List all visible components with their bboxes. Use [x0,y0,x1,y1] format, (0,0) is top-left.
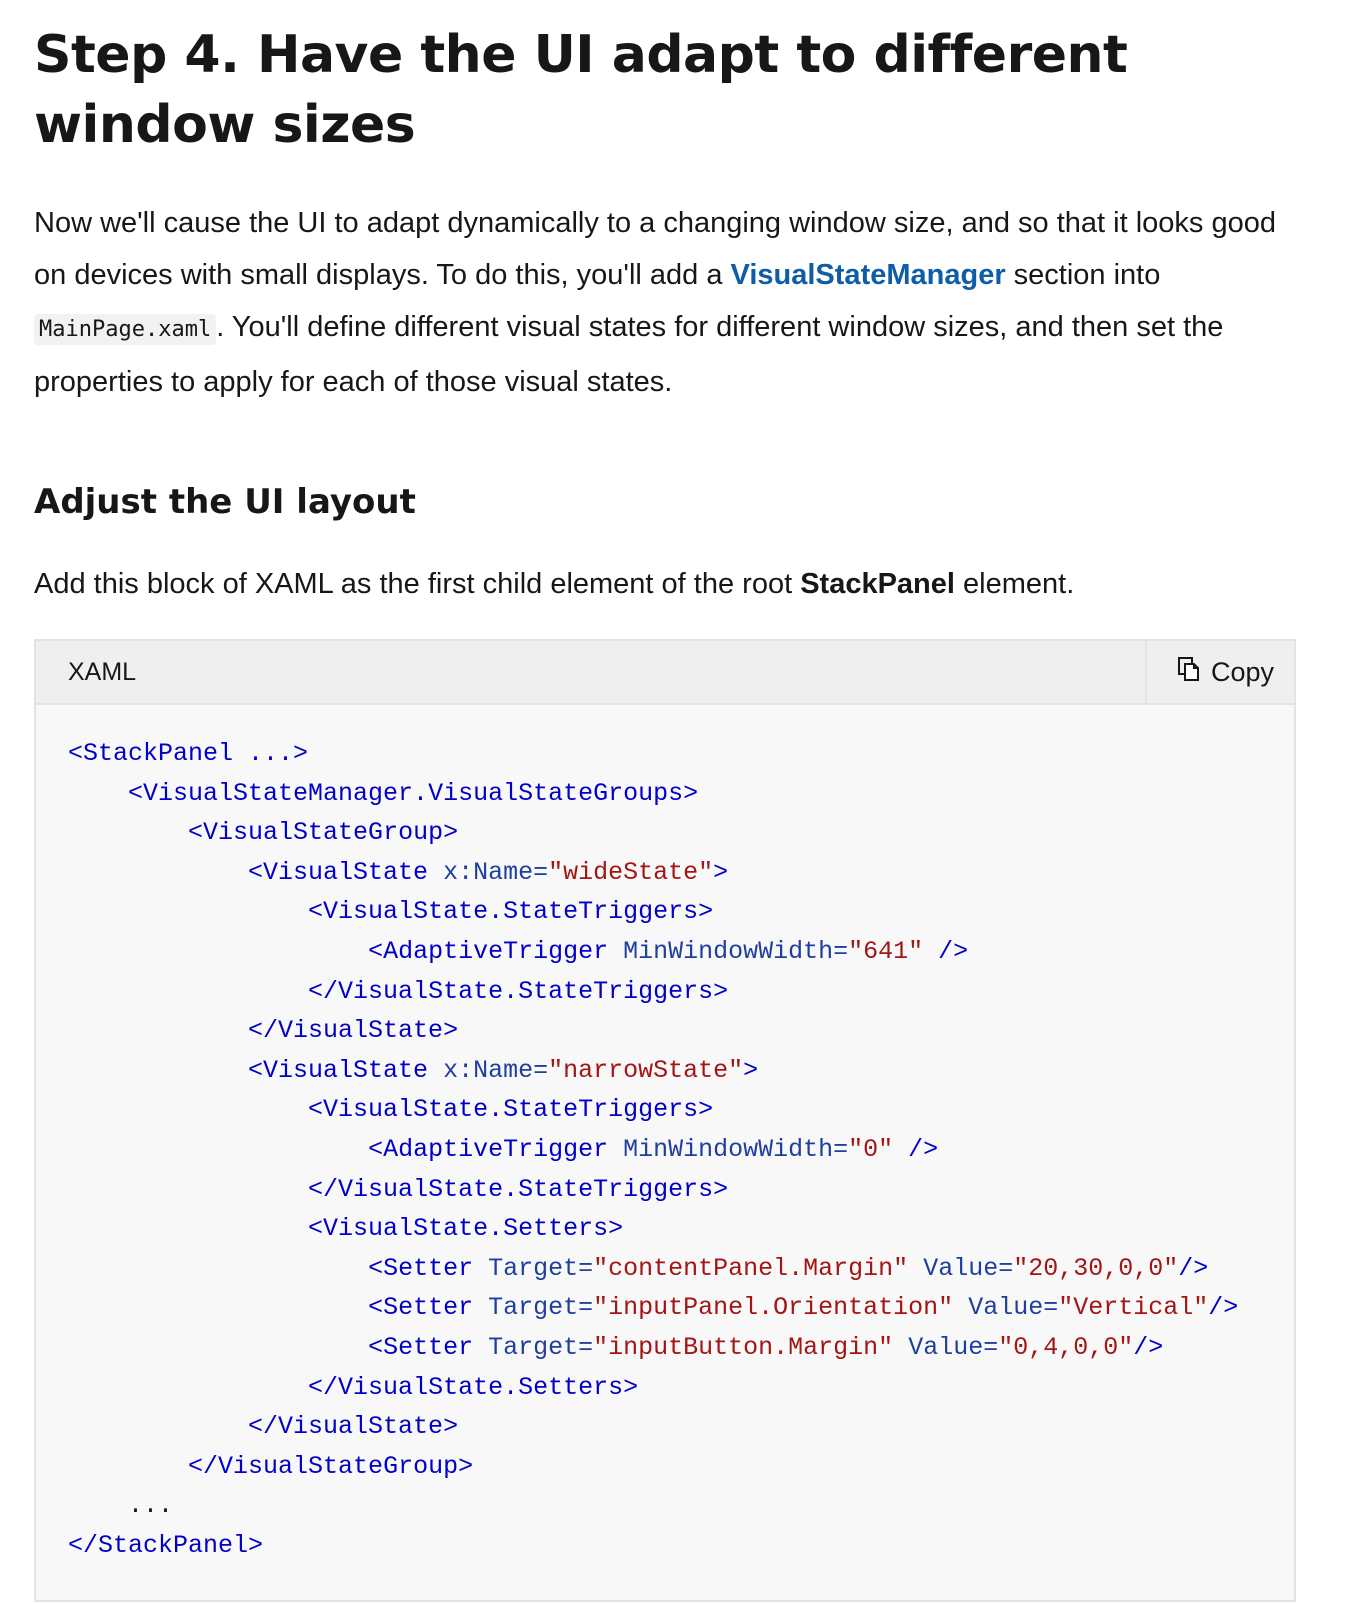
code-token: <VisualStateManager.VisualStateGroups> [128,778,699,808]
code-language-label: XAML [68,657,137,686]
code-token [68,937,368,966]
code-token [68,977,308,1006]
code-token: "641" [848,936,924,966]
code-token: <AdaptiveTrigger [368,1134,624,1164]
code-content [36,705,1294,1600]
code-token: Target= [488,1253,594,1283]
code-token [68,858,248,887]
code-token: > [743,1055,759,1085]
intro-text-3: . You'll define different visual states for different window sizes, and then set the properties to apply for each of those visual states. [34,311,1224,398]
code-token: "20,30,0,0" [1013,1253,1179,1283]
code-token [68,1135,368,1164]
code-token [68,1452,188,1481]
code-token: </VisualStateGroup> [188,1451,474,1481]
copy-button-label: Copy [1210,656,1274,687]
code-line [68,897,713,926]
code-token: Value= [953,1293,1059,1323]
code-token: <VisualState [248,1055,444,1085]
code-token: MinWindowWidth= [623,936,849,966]
code-line [68,818,458,847]
code-token: Target= [488,1332,594,1362]
code-token: </VisualState.Setters> [308,1372,639,1402]
code-token: <VisualState.StateTriggers> [308,1095,714,1125]
code-token [68,897,308,926]
code-token: ... [68,1491,174,1521]
code-token [68,1373,308,1402]
code-line [68,937,968,966]
code-token [68,779,128,808]
code-token: /> [1208,1293,1239,1323]
page-title: Step 4. Have the UI adapt to different window sizes [34,25,1128,155]
code-token: /> [1178,1253,1209,1283]
code-line [68,977,728,1006]
code-token: /> [1133,1332,1164,1362]
code-token: <VisualState.Setters> [308,1214,624,1244]
code-token: /> [923,936,969,966]
intro-paragraph [34,197,1316,408]
inline-code-filename: MainPage.xaml [34,314,216,345]
visualstatemanager-link[interactable]: VisualStateManager [730,259,1006,291]
code-line [68,1016,458,1045]
code-line [68,739,308,768]
code-token: "contentPanel.Margin" [593,1253,909,1283]
code-token [68,818,188,847]
code-line [68,1333,1163,1362]
code-token: <VisualState.StateTriggers> [308,897,714,927]
code-token: <VisualStateGroup> [188,818,459,848]
code-line [68,1095,713,1124]
copy-button[interactable] [1145,641,1294,703]
code-token [68,1056,248,1085]
code-line [68,1056,758,1085]
code-token: </StackPanel> [68,1530,264,1560]
code-token: </VisualState> [248,1412,459,1442]
code-line [68,1373,638,1402]
code-token: "inputButton.Margin" [593,1332,894,1362]
code-block [34,639,1296,1602]
code-lines [68,739,1238,1560]
code-token: x:Name= [443,857,549,887]
code-token: x:Name= [443,1055,549,1085]
code-token [68,1333,368,1362]
code-line [68,1254,1208,1283]
code-line [68,1412,458,1441]
code-token: <Setter [368,1253,489,1283]
code-token: <AdaptiveTrigger [368,936,624,966]
code-token: "Vertical" [1058,1293,1209,1323]
code-line [68,779,698,808]
code-token: "wideState" [548,857,714,887]
code-token [68,1095,308,1124]
code-token: Target= [488,1293,594,1323]
code-token: "0" [848,1134,894,1164]
code-block-header [36,641,1294,705]
code-line [68,1175,728,1204]
code-token: <Setter [368,1332,489,1362]
code-token: "narrowState" [548,1055,744,1085]
code-line [68,1214,623,1243]
code-token: </VisualState.StateTriggers> [308,976,729,1006]
intro-text-1: Now we'll cause the UI to adapt dynamically to a changing window size, and so that it looks good on devices with small displays. To do this, you'll add a [34,207,1276,291]
code-token: <VisualState [248,857,444,887]
code-token: </VisualState.StateTriggers> [308,1174,729,1204]
code-token: > [713,857,729,887]
code-token: <Setter [368,1293,489,1323]
code-token: "inputPanel.Orientation" [593,1293,954,1323]
code-token [68,1214,308,1243]
code-token [68,1016,248,1045]
code-token: "0,4,0,0" [998,1332,1134,1362]
code-line [68,1135,938,1164]
code-token [68,1412,248,1441]
code-token: </VisualState> [248,1016,459,1046]
instruction-text-2: element. [954,568,1075,600]
instruction-paragraph [34,562,1316,606]
copy-icon [1177,656,1211,689]
code-token [68,1175,308,1204]
section-heading: Adjust the UI layout [34,482,416,522]
instruction-bold: StackPanel [800,568,955,600]
intro-text-2: section into [1005,259,1161,291]
code-token [68,1293,368,1322]
code-line [68,1293,1238,1322]
code-token: <StackPanel ...> [68,739,309,768]
instruction-text-1: Add this block of XAML as the first child element of the root [34,568,801,600]
code-token: Value= [908,1253,1014,1283]
code-line [68,1531,263,1560]
article [0,20,1350,1602]
code-line [68,858,728,887]
code-token: Value= [893,1332,999,1362]
code-line [68,1452,473,1481]
code-line [68,1491,173,1520]
code-token: /> [893,1134,939,1164]
code-token [68,1254,368,1283]
code-token: MinWindowWidth= [623,1134,849,1164]
